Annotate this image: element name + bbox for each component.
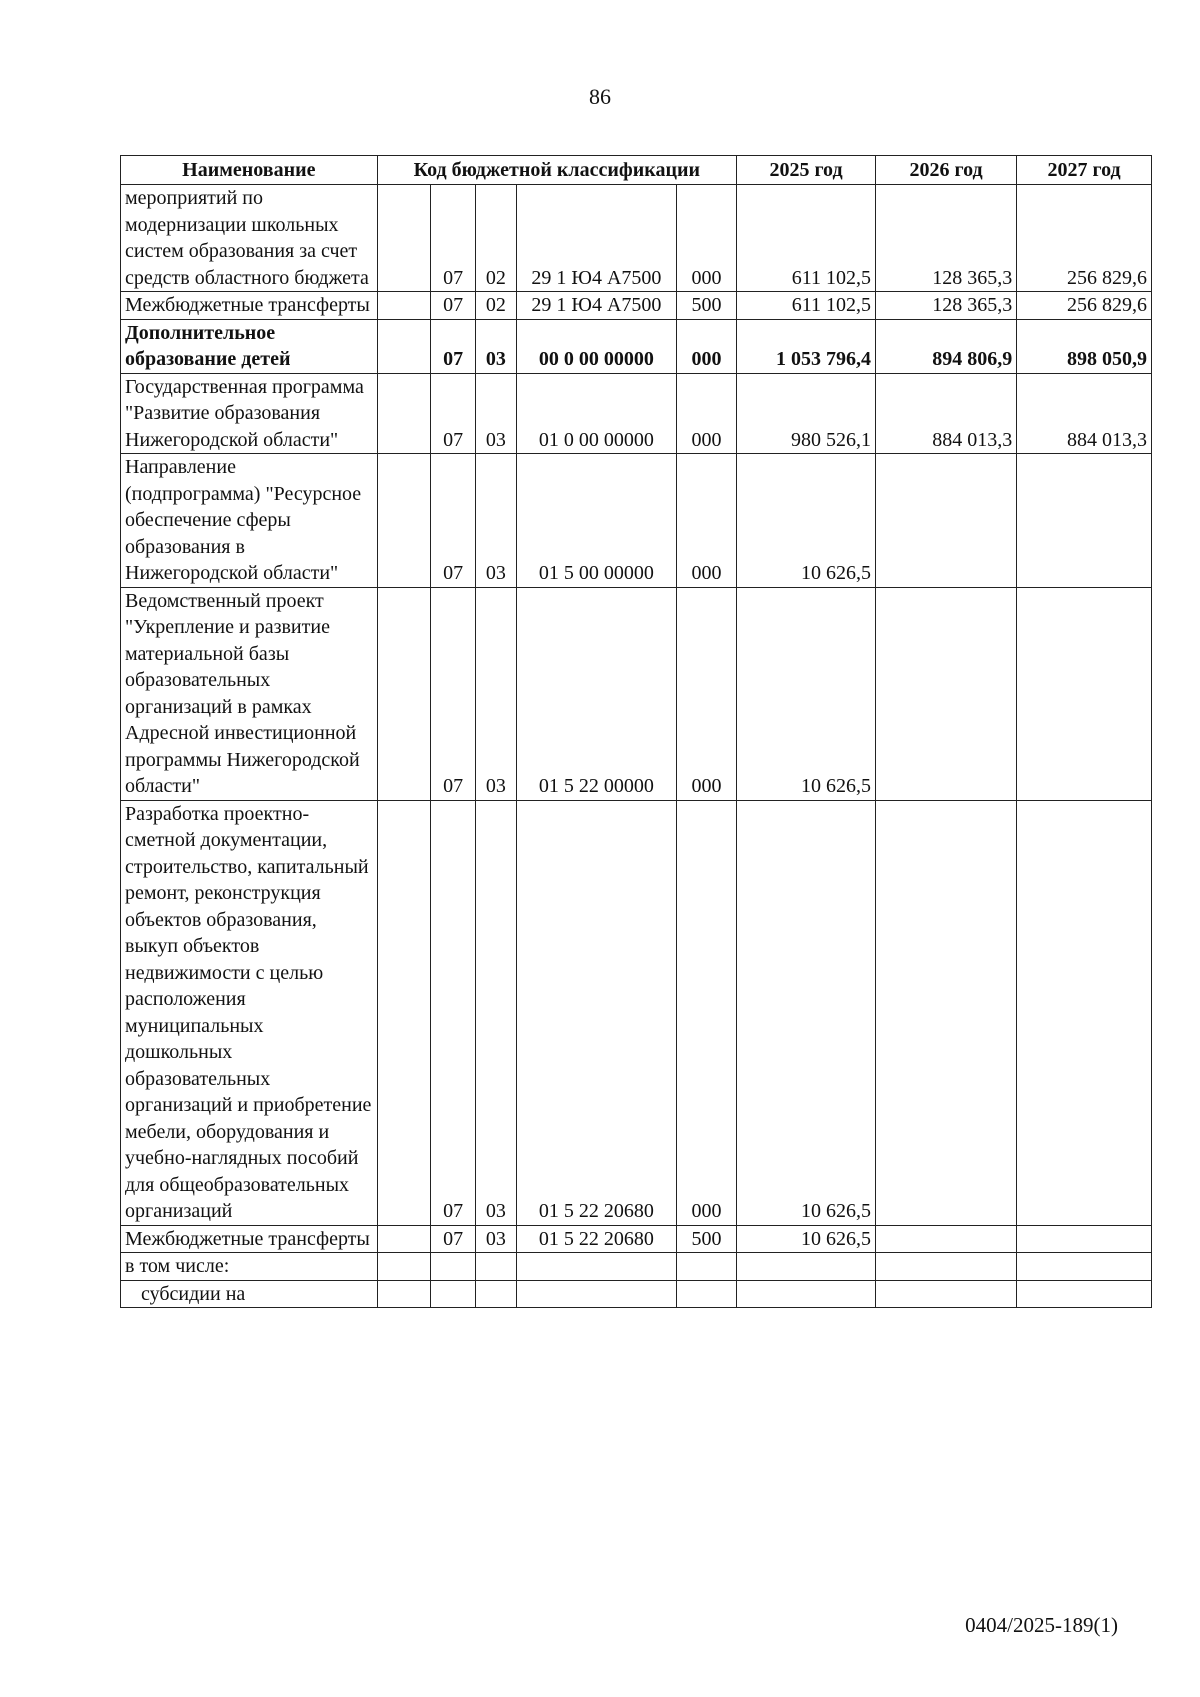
row-subsection: 03 xyxy=(476,319,517,373)
row-section: 07 xyxy=(431,373,476,454)
budget-table xyxy=(120,155,1152,1308)
row-name: Межбюджетные трансферты xyxy=(121,292,378,320)
table-row xyxy=(121,454,1152,588)
header-name: Наименование xyxy=(121,156,378,185)
page-number: 86 xyxy=(589,84,611,109)
row-2025: 10 626,5 xyxy=(737,587,876,800)
row-2025: 611 102,5 xyxy=(737,292,876,320)
row-2026 xyxy=(876,1280,1017,1308)
row-section xyxy=(431,1253,476,1281)
row-target: 29 1 Ю4 А7500 xyxy=(516,185,676,292)
table-row xyxy=(121,800,1152,1225)
table-header-row xyxy=(121,156,1152,185)
row-name: Направление (подпрограмма) "Ресурсное обеспечение сферы образования в Нижегородской области" xyxy=(121,454,378,588)
row-expense: 000 xyxy=(677,587,737,800)
table-row xyxy=(121,587,1152,800)
row-expense: 000 xyxy=(677,454,737,588)
empty-cell xyxy=(377,1225,430,1253)
row-target: 01 5 22 00000 xyxy=(516,587,676,800)
row-2027 xyxy=(1017,454,1152,588)
row-section: 07 xyxy=(431,454,476,588)
row-name: в том числе: xyxy=(121,1253,378,1281)
table-row xyxy=(121,373,1152,454)
row-2026 xyxy=(876,587,1017,800)
row-expense xyxy=(677,1253,737,1281)
row-expense xyxy=(677,1280,737,1308)
row-expense: 000 xyxy=(677,185,737,292)
row-2027: 898 050,9 xyxy=(1017,319,1152,373)
table-row xyxy=(121,1280,1152,1308)
row-name: Межбюджетные трансферты xyxy=(121,1225,378,1253)
row-section: 07 xyxy=(431,587,476,800)
row-2026 xyxy=(876,1253,1017,1281)
row-subsection: 03 xyxy=(476,800,517,1225)
row-name: Дополнительное образование детей xyxy=(121,319,378,373)
row-section: 07 xyxy=(431,1225,476,1253)
row-subsection: 02 xyxy=(476,185,517,292)
header-2025: 2025 год xyxy=(737,156,876,185)
header-2027: 2027 год xyxy=(1017,156,1152,185)
row-2027 xyxy=(1017,1280,1152,1308)
row-subsection xyxy=(476,1280,517,1308)
table-row xyxy=(121,1253,1152,1281)
row-2026: 128 365,3 xyxy=(876,185,1017,292)
row-2026 xyxy=(876,454,1017,588)
row-2025: 10 626,5 xyxy=(737,800,876,1225)
empty-cell xyxy=(377,292,430,320)
table-row xyxy=(121,1225,1152,1253)
row-section: 07 xyxy=(431,185,476,292)
empty-cell xyxy=(377,319,430,373)
row-2025: 1 053 796,4 xyxy=(737,319,876,373)
row-section: 07 xyxy=(431,800,476,1225)
row-section: 07 xyxy=(431,292,476,320)
row-name: мероприятий по модернизации школьных систем образования за счет средств областного бюджета xyxy=(121,185,378,292)
table-row xyxy=(121,185,1152,292)
row-2025 xyxy=(737,1253,876,1281)
document-id: 0404/2025-189(1) xyxy=(965,1613,1118,1637)
row-target: 01 5 22 20680 xyxy=(516,800,676,1225)
row-subsection: 03 xyxy=(476,454,517,588)
row-2027 xyxy=(1017,1253,1152,1281)
row-2027: 256 829,6 xyxy=(1017,292,1152,320)
row-2027: 884 013,3 xyxy=(1017,373,1152,454)
row-target: 01 5 22 20680 xyxy=(516,1225,676,1253)
row-expense: 000 xyxy=(677,319,737,373)
row-2027: 256 829,6 xyxy=(1017,185,1152,292)
row-2025 xyxy=(737,1280,876,1308)
row-2027 xyxy=(1017,587,1152,800)
empty-cell xyxy=(377,587,430,800)
row-2026: 884 013,3 xyxy=(876,373,1017,454)
empty-cell xyxy=(377,185,430,292)
row-2026 xyxy=(876,800,1017,1225)
row-target xyxy=(516,1280,676,1308)
row-subsection: 03 xyxy=(476,373,517,454)
row-target: 01 0 00 00000 xyxy=(516,373,676,454)
row-2027 xyxy=(1017,800,1152,1225)
row-name: Государственная программа "Развитие образования Нижегородской области" xyxy=(121,373,378,454)
empty-cell xyxy=(377,373,430,454)
row-target: 01 5 00 00000 xyxy=(516,454,676,588)
row-subsection xyxy=(476,1253,517,1281)
row-name: Разработка проектно-сметной документации, строительство, капитальный ремонт, реконструкция объектов образования, выкуп объектов недвижимости с целью расположения муниципальных дошкольных образовательных организаций и приобретение мебели, оборудования и учебно-наглядных пособий для общеобразовательных организаций xyxy=(121,800,378,1225)
table-row xyxy=(121,319,1152,373)
row-2027 xyxy=(1017,1225,1152,1253)
row-subsection: 03 xyxy=(476,587,517,800)
row-target xyxy=(516,1253,676,1281)
row-subsection: 02 xyxy=(476,292,517,320)
row-expense: 500 xyxy=(677,1225,737,1253)
row-2025: 611 102,5 xyxy=(737,185,876,292)
row-2025: 10 626,5 xyxy=(737,1225,876,1253)
empty-cell xyxy=(377,454,430,588)
row-2026 xyxy=(876,1225,1017,1253)
header-2026: 2026 год xyxy=(876,156,1017,185)
row-name: субсидии на xyxy=(121,1280,378,1308)
row-2025: 10 626,5 xyxy=(737,454,876,588)
row-2026: 894 806,9 xyxy=(876,319,1017,373)
row-expense: 000 xyxy=(677,800,737,1225)
table-row xyxy=(121,292,1152,320)
row-subsection: 03 xyxy=(476,1225,517,1253)
row-expense: 500 xyxy=(677,292,737,320)
row-name: Ведомственный проект "Укрепление и развитие материальной базы образовательных организаций в рамках Адресной инвестиционной программы Нижегородской области" xyxy=(121,587,378,800)
empty-cell xyxy=(377,1253,430,1281)
row-expense: 000 xyxy=(677,373,737,454)
row-section xyxy=(431,1280,476,1308)
header-code: Код бюджетной классификации xyxy=(377,156,736,185)
row-target: 29 1 Ю4 А7500 xyxy=(516,292,676,320)
row-target: 00 0 00 00000 xyxy=(516,319,676,373)
row-2025: 980 526,1 xyxy=(737,373,876,454)
row-2026: 128 365,3 xyxy=(876,292,1017,320)
empty-cell xyxy=(377,800,430,1225)
empty-cell xyxy=(377,1280,430,1308)
row-section: 07 xyxy=(431,319,476,373)
